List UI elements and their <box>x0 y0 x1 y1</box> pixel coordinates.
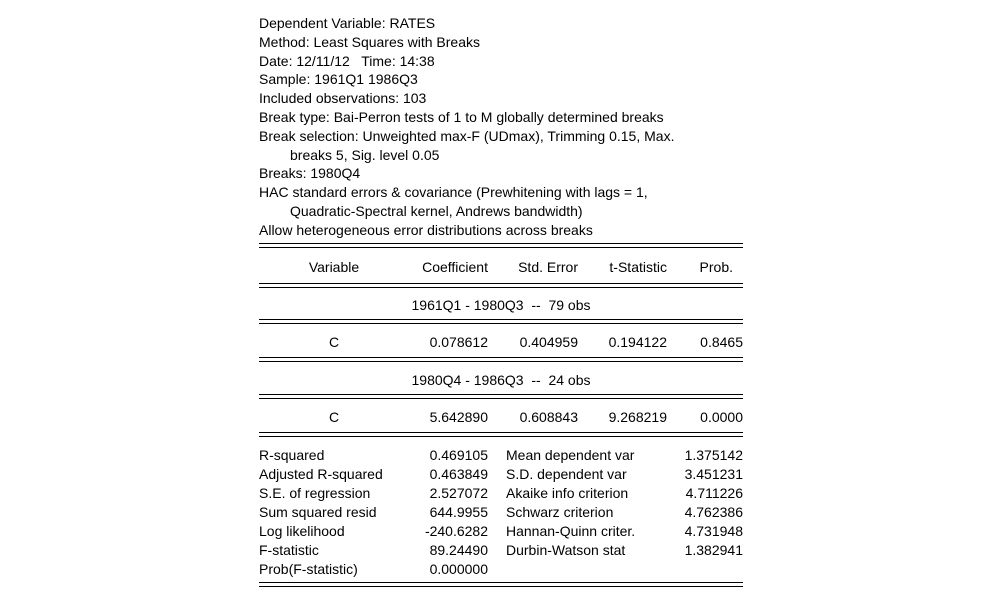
cell-t-statistic: 9.268219 <box>608 409 667 425</box>
stat-label: Mean dependent var <box>506 447 635 463</box>
stat-label: F-statistic <box>259 542 319 558</box>
stat-label: S.D. dependent var <box>506 466 627 482</box>
cell-coefficient: 5.642890 <box>429 409 488 425</box>
stat-row <box>259 522 743 540</box>
col-t-statistic: t-Statistic <box>609 259 667 275</box>
cell-std-error: 0.404959 <box>519 334 578 350</box>
col-variable: Variable <box>308 259 360 275</box>
header-line: Quadratic-Spectral kernel, Andrews bandwidth) <box>290 202 583 219</box>
stat-value: 3.451231 <box>684 466 743 482</box>
cell-t-statistic: 0.194122 <box>608 334 667 350</box>
stat-row <box>259 503 743 521</box>
stat-label: Prob(F-statistic) <box>259 561 358 577</box>
col-coefficient: Coefficient <box>422 259 488 275</box>
column-header-row <box>259 258 743 276</box>
regression-header <box>259 14 674 240</box>
stat-value: 1.382941 <box>684 542 743 558</box>
table-row <box>259 333 743 351</box>
header-line: Allow heterogeneous error distributions across breaks <box>259 221 593 238</box>
stat-row <box>259 484 743 502</box>
stat-label: S.E. of regression <box>259 485 371 501</box>
table-rule <box>259 243 743 248</box>
stat-row <box>259 446 743 464</box>
stat-value: 4.711226 <box>685 485 743 501</box>
stat-row <box>259 541 743 559</box>
stat-value: 1.375142 <box>684 447 743 463</box>
stat-label: R-squared <box>259 447 325 463</box>
table-rule <box>259 432 743 437</box>
stat-label: Schwarz criterion <box>506 504 614 520</box>
stat-label: Log likelihood <box>259 523 345 539</box>
regime-label-row <box>259 371 743 389</box>
cell-variable: C <box>328 334 340 350</box>
table-rule <box>259 357 743 362</box>
stat-value: 89.24490 <box>429 542 488 558</box>
table-rule <box>259 394 743 399</box>
cell-prob: 0.0000 <box>700 409 743 425</box>
stat-row <box>259 560 743 578</box>
cell-coefficient: 0.078612 <box>429 334 488 350</box>
header-line: HAC standard errors & covariance (Prewhitening with lags = 1, <box>259 184 648 201</box>
stat-label: Sum squared resid <box>259 504 377 520</box>
regime-label: 1961Q1 - 1980Q3 -- 79 obs <box>411 297 591 313</box>
header-line: Included observations: 103 <box>259 90 427 107</box>
stat-value: 4.762386 <box>684 504 743 520</box>
header-line: Method: Least Squares with Breaks <box>259 33 481 50</box>
header-line: Break type: Bai-Perron tests of 1 to M globally determined breaks <box>259 108 664 125</box>
header-line: Sample: 1961Q1 1986Q3 <box>259 71 418 88</box>
regime-label: 1980Q4 - 1986Q3 -- 24 obs <box>411 372 591 388</box>
header-line: Dependent Variable: RATES <box>259 15 436 31</box>
regime-label-row <box>259 296 743 314</box>
stat-row <box>259 465 743 483</box>
stat-value: 4.731948 <box>684 523 743 539</box>
header-line: Breaks: 1980Q4 <box>259 165 361 182</box>
stat-label: Durbin-Watson stat <box>506 542 626 558</box>
stat-value: 0.469105 <box>429 447 488 463</box>
stat-value: 2.527072 <box>429 485 488 501</box>
table-row <box>259 408 743 426</box>
cell-variable: C <box>328 409 340 425</box>
stat-value: 644.9955 <box>429 504 488 520</box>
stat-label: Akaike info criterion <box>506 485 629 501</box>
stat-value: 0.000000 <box>429 561 488 577</box>
col-prob: Prob. <box>699 259 733 275</box>
stat-value: 0.463849 <box>429 466 488 482</box>
header-line: breaks 5, Sig. level 0.05 <box>290 146 440 163</box>
header-line: Break selection: Unweighted max-F (UDmax), Trimming 0.15, Max. <box>259 127 675 144</box>
stat-label: Hannan-Quinn criter. <box>506 523 636 539</box>
table-rule <box>259 582 743 587</box>
table-rule <box>259 319 743 324</box>
stat-label: Adjusted R-squared <box>259 466 383 482</box>
cell-std-error: 0.608843 <box>519 409 578 425</box>
table-rule <box>259 283 743 288</box>
header-line: Date: 12/11/12 Time: 14:38 <box>259 52 435 69</box>
stat-value: -240.6282 <box>424 523 488 539</box>
col-std-error: Std. Error <box>518 259 578 275</box>
cell-prob: 0.8465 <box>700 334 743 350</box>
